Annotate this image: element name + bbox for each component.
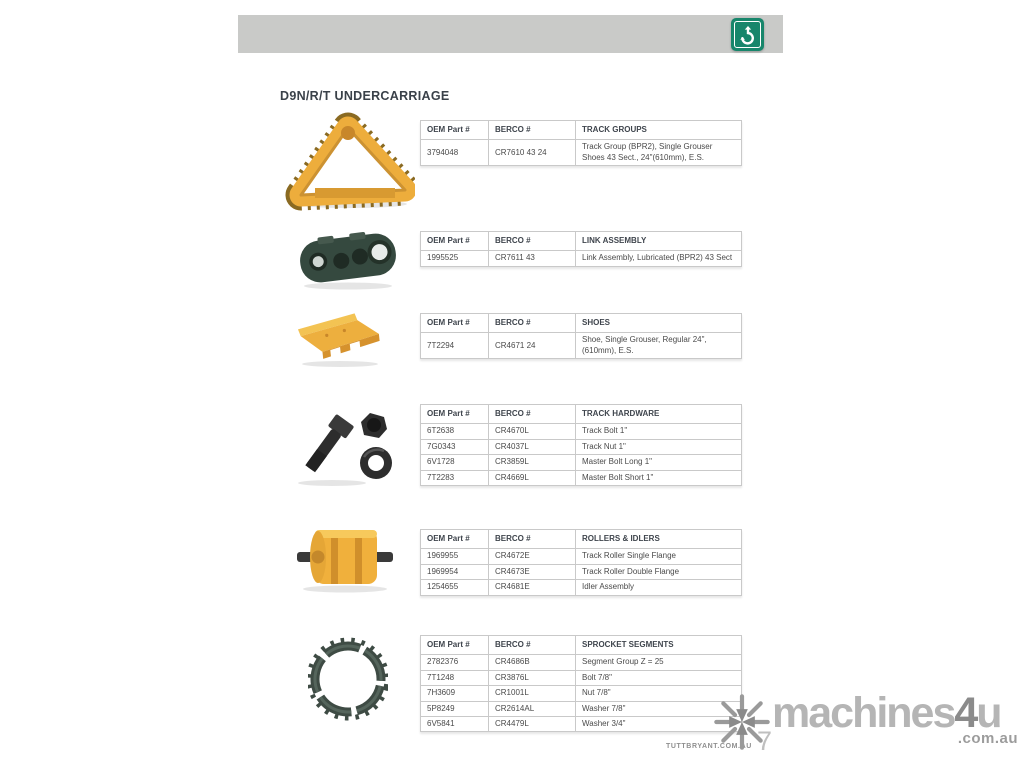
oem-part-cell: 2782376 — [421, 655, 489, 670]
table-row — [421, 439, 742, 454]
machines4u-wordmark: machines4u — [772, 689, 1001, 737]
oem-part-cell: 7T2283 — [421, 470, 489, 485]
page-title: D9N/R/T UNDERCARRIAGE — [280, 89, 450, 103]
oem-part-cell: 1969955 — [421, 549, 489, 564]
table-row — [421, 580, 742, 595]
column-header: OEM Part # — [421, 121, 489, 140]
table-row — [421, 564, 742, 579]
berco-part-cell: CR4037L — [489, 439, 576, 454]
berco-part-cell: CR7610 43 24 — [489, 140, 576, 166]
track-roller-image — [295, 519, 395, 600]
oem-part-cell: 1995525 — [421, 251, 489, 266]
parts-table-track-groups — [420, 120, 742, 166]
description-cell: Nut 7/8" — [576, 686, 742, 701]
machines4u-watermark — [714, 690, 1024, 752]
table-row — [421, 701, 742, 716]
header-band — [238, 15, 783, 53]
oem-part-cell: 1969954 — [421, 564, 489, 579]
oem-part-cell: 6T2638 — [421, 424, 489, 439]
table-row — [421, 424, 742, 439]
column-header: SPROCKET SEGMENTS — [576, 636, 742, 655]
berco-part-cell: CR4673E — [489, 564, 576, 579]
berco-part-cell: CR4670L — [489, 424, 576, 439]
description-cell: Track Nut 1" — [576, 439, 742, 454]
table-row — [421, 655, 742, 670]
table-header-row — [421, 232, 742, 251]
table-row — [421, 333, 742, 359]
parts-table-sprocket-segments — [420, 635, 742, 732]
column-header: OEM Part # — [421, 636, 489, 655]
column-header: SHOES — [576, 314, 742, 333]
footer-site-url: TUTTBRYANT.COM.AU — [666, 743, 752, 750]
description-cell: Track Bolt 1" — [576, 424, 742, 439]
description-cell: Master Bolt Long 1" — [576, 455, 742, 470]
table-row — [421, 470, 742, 485]
oem-part-cell: 6V1728 — [421, 455, 489, 470]
oem-part-cell: 1254655 — [421, 580, 489, 595]
column-header: BERCO # — [489, 121, 576, 140]
oem-part-cell: 3794048 — [421, 140, 489, 166]
berco-part-cell: CR2614AL — [489, 701, 576, 716]
berco-part-cell: CR4479L — [489, 716, 576, 731]
table-header-row — [421, 121, 742, 140]
berco-part-cell: CR1001L — [489, 686, 576, 701]
shoe-image — [293, 304, 387, 375]
column-header: TRACK GROUPS — [576, 121, 742, 140]
berco-part-cell: CR4686B — [489, 655, 576, 670]
oem-part-cell: 7T1248 — [421, 670, 489, 685]
column-header: LINK ASSEMBLY — [576, 232, 742, 251]
description-cell: Segment Group Z = 25 — [576, 655, 742, 670]
oem-part-cell: 7H3609 — [421, 686, 489, 701]
table-row — [421, 686, 742, 701]
track-group-image — [285, 111, 415, 216]
description-cell: Washer 7/8" — [576, 701, 742, 716]
link-assembly-image — [296, 225, 400, 296]
description-cell: Master Bolt Short 1" — [576, 470, 742, 485]
oem-part-cell: 5P8249 — [421, 701, 489, 716]
machines4u-domain: .com.au — [957, 730, 1018, 747]
column-header: OEM Part # — [421, 530, 489, 549]
parts-table-rollers-idlers — [420, 529, 742, 596]
sprocket-segments-image — [308, 627, 388, 736]
crane-hook-icon — [734, 21, 761, 48]
column-header: BERCO # — [489, 232, 576, 251]
column-header: OEM Part # — [421, 232, 489, 251]
column-header: ROLLERS & IDLERS — [576, 530, 742, 549]
table-row — [421, 670, 742, 685]
parts-table-track-hardware — [420, 404, 742, 486]
oem-part-cell: 7T2294 — [421, 333, 489, 359]
berco-part-cell: CR4681E — [489, 580, 576, 595]
table-row — [421, 455, 742, 470]
table-row — [421, 549, 742, 564]
table-row — [421, 716, 742, 731]
column-header: TRACK HARDWARE — [576, 405, 742, 424]
tutt-bryant-logo — [731, 18, 764, 51]
description-cell: Track Roller Single Flange — [576, 549, 742, 564]
berco-part-cell: CR3859L — [489, 455, 576, 470]
oem-part-cell: 7G0343 — [421, 439, 489, 454]
description-cell: Track Group (BPR2), Single Grouser Shoes 43 Sect., 24"(610mm), E.S. — [576, 140, 742, 166]
description-cell: Track Roller Double Flange — [576, 564, 742, 579]
page-number: 7 — [757, 726, 773, 756]
description-cell: Idler Assembly — [576, 580, 742, 595]
track-hardware-image — [292, 399, 404, 492]
column-header: BERCO # — [489, 636, 576, 655]
column-header: OEM Part # — [421, 314, 489, 333]
column-header: BERCO # — [489, 530, 576, 549]
berco-part-cell: CR3876L — [489, 670, 576, 685]
table-row — [421, 140, 742, 166]
description-cell: Link Assembly, Lubricated (BPR2) 43 Sect — [576, 251, 742, 266]
table-header-row — [421, 636, 742, 655]
column-header: BERCO # — [489, 405, 576, 424]
parts-table-shoes — [420, 313, 742, 359]
column-header: OEM Part # — [421, 405, 489, 424]
table-header-row — [421, 405, 742, 424]
oem-part-cell: 6V5841 — [421, 716, 489, 731]
column-header: BERCO # — [489, 314, 576, 333]
description-cell: Washer 3/4" — [576, 716, 742, 731]
table-header-row — [421, 530, 742, 549]
table-row — [421, 251, 742, 266]
table-header-row — [421, 314, 742, 333]
berco-part-cell: CR4671 24 — [489, 333, 576, 359]
snowflake-arrows-icon — [714, 694, 773, 756]
description-cell: Bolt 7/8" — [576, 670, 742, 685]
berco-part-cell: CR7611 43 — [489, 251, 576, 266]
berco-part-cell: CR4672E — [489, 549, 576, 564]
parts-table-link-assembly — [420, 231, 742, 267]
berco-part-cell: CR4669L — [489, 470, 576, 485]
description-cell: Shoe, Single Grouser, Regular 24", (610mm), E.S. — [576, 333, 742, 359]
